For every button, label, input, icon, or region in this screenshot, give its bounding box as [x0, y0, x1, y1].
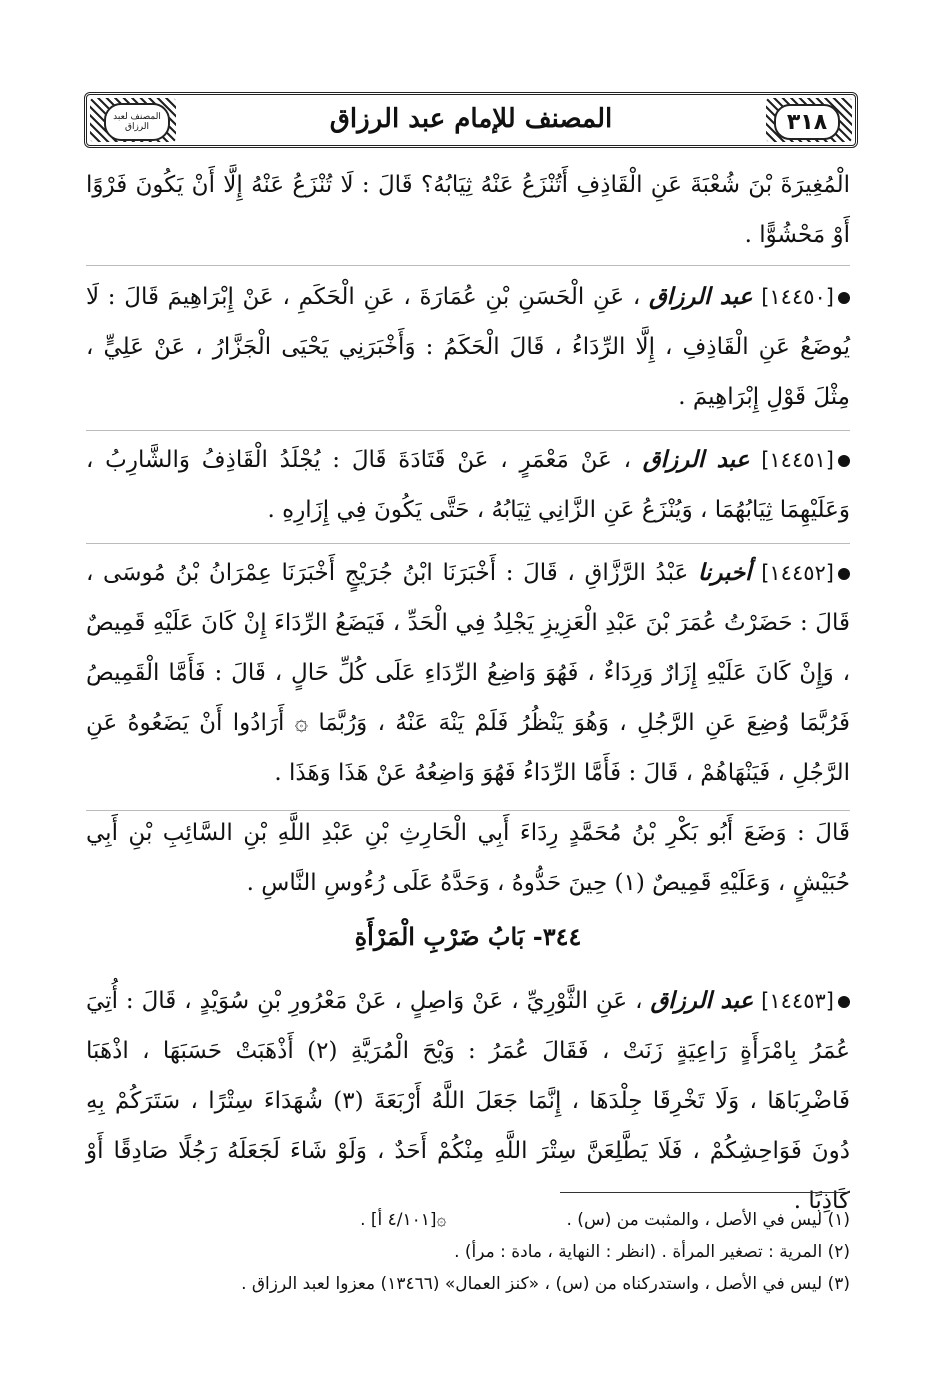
footnote-row: [160, 1204, 850, 1236]
divider: [86, 430, 850, 431]
narration-continuation: [86, 808, 850, 908]
narrator: عبد الرزاق: [650, 987, 754, 1014]
divider: [86, 265, 850, 266]
hadith-number: [١٤٤٥١]: [761, 448, 834, 472]
paragraph: قَالَ : وَضَعَ أَبُو بَكْرِ بْنُ مُحَمَّدٍ رِدَاءَ أَبِي الْحَارِثِ بْنِ عَبْدِ اللَّهِ بْنِ السَّائِبِ بْنِ أَبِي حُبَيْشٍ ، وَعَلَيْهِ قَمِيصٌ (١) حِينَ حَدُّوهُ ، وَحَدَّهُ عَلَى رُءُوسِ النَّاسِ .: [86, 820, 850, 896]
narrator: عبد الرزاق: [642, 446, 750, 473]
narrator: عبد الرزاق: [648, 283, 753, 310]
hadith-number: [١٤٤٥٣]: [761, 989, 834, 1013]
footnote-3: (٣) ليس في الأصل ، واستدركناه من (س) ، «كنز العمال» (١٣٤٦٦) معزوا لعبد الرزاق .: [241, 1274, 850, 1294]
chapter-heading: ٣٤٤- بَابُ ضَرْبِ الْمَرْأَةِ: [354, 922, 582, 951]
page-number: ٣١٨: [774, 104, 840, 140]
hadith-number: [١٤٤٥٠]: [761, 285, 834, 309]
bullet-icon: [838, 455, 850, 467]
book-title: المصنف للإمام عبد الرزاق: [329, 104, 613, 134]
hadith-text: ، عَنِ الْحَسَنِ بْنِ عُمَارَةَ ، عَنِ الْحَكَمِ ، عَنْ إِبْرَاهِيمَ قَالَ : لَا يُوضَعُ عَنِ الْقَاذِفِ ، إِلَّا الرِّدَاءُ ، قَالَ الْحَكَمُ : وَأَخْبَرَنِي يَحْيَى الْجَزَّارُ ، عَنْ عَلِيٍّ ، مِثْلَ قَوْلِ إِبْرَاهِيمَ .: [86, 284, 850, 410]
hadith-14452: [86, 548, 850, 798]
book-seal: المصنف لعبد الرزاق: [104, 103, 170, 141]
hadith-text: ، عَنِ الثَّوْرِيِّ ، عَنْ وَاصِلٍ ، عَنْ مَعْرُورِ بْنِ سُوَيْدٍ ، قَالَ : أُتِيَ عُمَرُ بِامْرَأَةٍ رَاعِيَةٍ زَنَتْ ، فَقَالَ عُمَرُ : وَيْحَ الْمُرَيَّةِ (٢) أَذْهَبَتْ حَسَبَهَا ، اذْهَبَا فَاضْرِبَاهَا ، وَلَا تَخْرِقَا جِلْدَهَا ، إِنَّمَا جَعَلَ اللَّهُ أَرْبَعَةَ (٣) شُهَدَاءَ سِتْرًا ، سَتَرَكُمْ بِهِ دُونَ فَوَاحِشِكُمْ ، فَلَا يَطَّلِعَنَّ سِتْرَ اللَّهِ مِنْكُمْ أَحَدٌ ، وَلَوْ شَاءَ لَجَعَلَهُ رَجُلًا صَادِقًا أَوْ كَاذِبًا .: [86, 988, 851, 1214]
footnote-2: (٢) المرية : تصغير المرأة . (انظر : النهاية ، مادة : مرأ) .: [454, 1242, 850, 1262]
narrator: أخبرنا: [697, 559, 752, 586]
divider: [86, 543, 850, 544]
hadith-14453: [86, 976, 850, 1226]
footnote-rule: [560, 1192, 850, 1193]
bullet-icon: [838, 292, 850, 304]
footnotes: [160, 1204, 850, 1300]
hadith-text: ، عَنْ مَعْمَرٍ ، عَنْ قَتَادَةَ قَالَ : يُجْلَدُ الْقَاذِفُ وَالشَّارِبُ ، وَعَلَيْهِمَا ثِيَابُهُمَا ، وَيُنْزَعُ عَنِ الزَّانِي ثِيَابُهُ ، حَتَّى يَكُونَ فِي إِزَارِهِ .: [86, 447, 850, 523]
hadith-body: [86, 160, 850, 260]
hadith-14451: [86, 435, 850, 535]
paragraph-continuation: الْمُغِيرَةَ بْنَ شُعْبَةَ عَنِ الْقَاذِفِ أَتُنْزَعُ عَنْهُ ثِيَابُهُ؟ قَالَ : لَا تُنْزَعُ عَنْهُ إِلَّا أَنْ يَكُونَ فَرْوًا أَوْ مَحْشُوًّا .: [86, 172, 850, 248]
footnote-1: (١) ليس في الأصل ، والمثبت من (س) .: [566, 1210, 850, 1230]
folio-marker: ۞[٤/١٠١ أ] .: [360, 1210, 447, 1230]
bullet-icon: [838, 996, 850, 1008]
hadith-14450: [86, 272, 850, 422]
header-ornament-left: [90, 98, 176, 142]
hadith-number: [١٤٤٥٢]: [761, 561, 834, 585]
page-header: [84, 92, 858, 148]
hadith-text: عَبْدُ الرَّزَّاقِ ، قَالَ : أَخْبَرَنَا ابْنُ جُرَيْجٍ أَخْبَرَنَا عِمْرَانُ بْنُ مُوسَى ، قَالَ : حَضَرْتُ عُمَرَ بْنَ عَبْدِ الْعَزِيزِ يَجْلِدُ فِي الْحَدِّ ، فَيَضَعُ الرِّدَاءَ إِنْ كَانَ عَلَيْهِ قَمِيصٌ ، وَإِنْ كَانَ عَلَيْهِ إِزَارٌ وَرِدَاءٌ ، فَهُوَ وَاضِعُ الرِّدَاءِ عَلَى كُلِّ حَالٍ ، قَالَ : فَأَمَّا الْقَمِيصُ فَرُبَّمَا وُضِعَ عَنِ الرَّجُلِ ، وَهُوَ يَنْظُرُ فَلَمْ يَنْهَ عَنْهُ ، وَرُبَّمَا ۞ أَرَادُوا أَنْ يَضَعُوهُ عَنِ الرَّجُلِ ، فَيَنْهَاهُمْ ، قَالَ : فَأَمَّا الرِّدَاءُ فَهُوَ وَاضِعُهُ عَنْ هَذَا وَهَذَا .: [86, 560, 850, 786]
header-ornament-right: [766, 98, 852, 142]
bullet-icon: [838, 568, 850, 580]
